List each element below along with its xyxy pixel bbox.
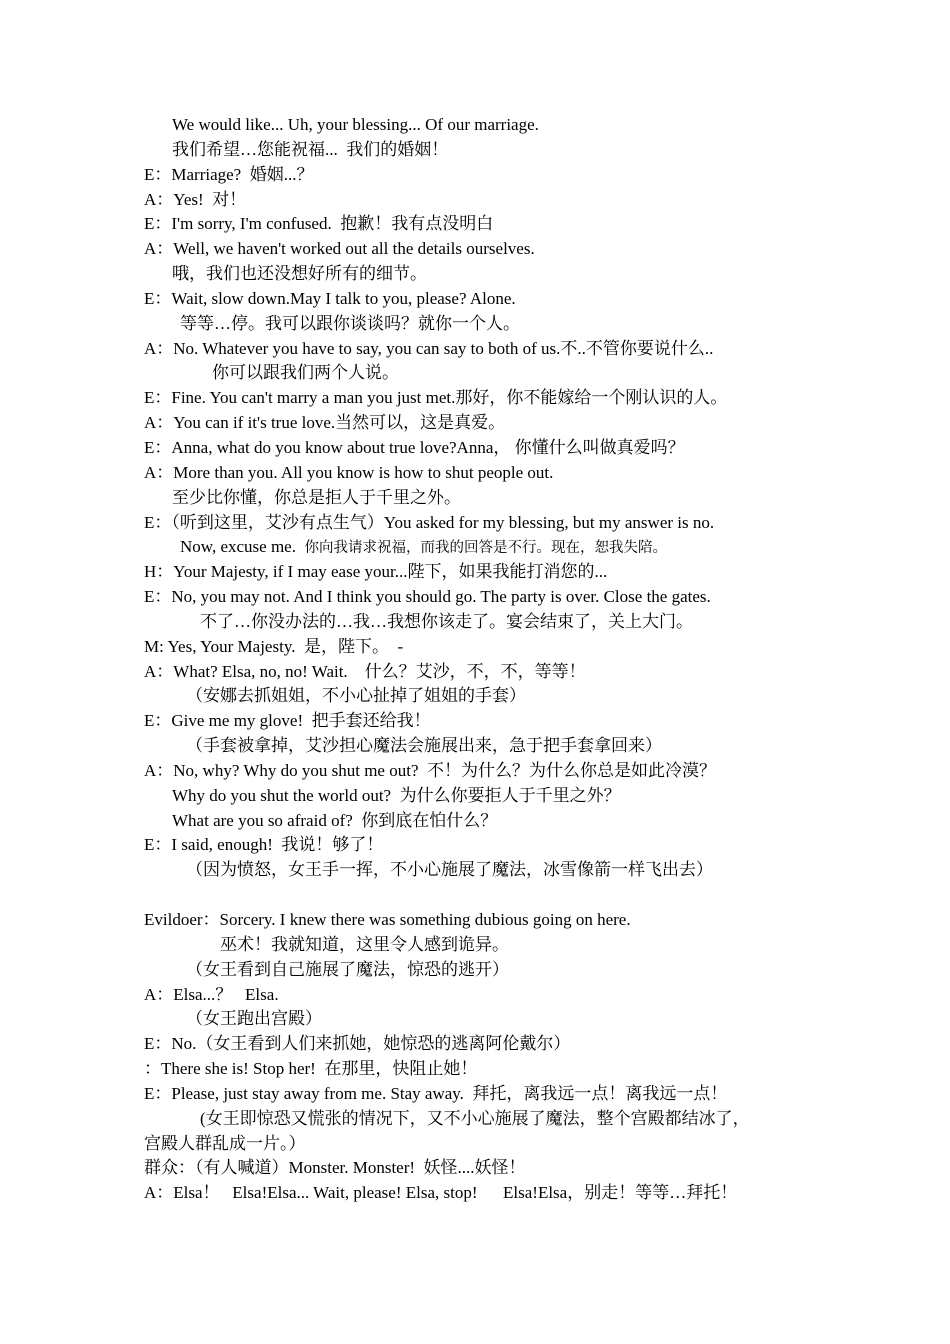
dialogue-line [0,809,950,834]
dialogue-line [0,361,950,386]
line-text: 巫术！我就知道，这里令人感到诡异。 [220,934,509,954]
line-text: A：Elsa！ Elsa!Elsa... Wait, please! Elsa, stop! Elsa!Elsa，别走！等等…拜托！ [144,1183,738,1203]
line-translation: 你向我请求祝福，而我的回答是不行。现在，恕我失陪。 [304,540,667,557]
dialogue-line [0,511,950,536]
dialogue-line [0,709,950,734]
line-text: E：Give me my glove! 把手套还给我！ [144,711,431,731]
dialogue-line [0,386,950,411]
line-text: What are you so afraid of? 你到底在怕什么？ [172,810,498,830]
line-text: A：What? Elsa, no, no! Wait. 什么？艾沙，不，不，等等！ [144,661,586,681]
line-text: A：Well, we haven't worked out all the details ourselves. [144,239,535,259]
dialogue-line [0,784,950,809]
dialogue-line [0,535,950,560]
line-text: （安娜去抓姐姐，不小心扯掉了姐姐的手套） [186,686,526,706]
line-text: 宫殿人群乱成一片。） [144,1133,306,1153]
line-text: E：Marriage? 婚姻...？ [144,164,314,184]
line-text: E：I said, enough! 我说！够了！ [144,835,384,855]
line-text: A：No, why? Why do you shut me out? 不！为什么？为什么你总是如此冷漠？ [144,760,716,780]
dialogue-line [0,933,950,958]
dialogue-line [0,759,950,784]
dialogue-line [0,262,950,287]
line-text: We would like... Uh, your blessing... Of our marriage. [172,115,539,134]
dialogue-line [0,113,950,138]
dialogue-line [0,610,950,635]
line-text: 哦，我们也还没想好所有的细节。 [172,264,427,284]
dialogue-line [0,1181,950,1206]
dialogue-line [0,660,950,685]
dialogue-line [0,958,950,983]
line-text: A：You can if it's true love.当然可以，这是真爱。 [144,413,506,433]
line-text: E：I'm sorry, I'm confused. 抱歉！我有点没明白 [144,214,494,234]
dialogue-line [0,1032,950,1057]
line-text: E：Anna, what do you know about true love?Anna， 你懂什么叫做真爱吗？ [144,437,685,457]
line-text: A：No. Whatever you have to say, you can say to both of us.不..不管你要说什么.. [144,338,714,358]
dialogue-line [0,1082,950,1107]
dialogue-line [0,212,950,237]
dialogue-line [0,585,950,610]
line-text: （因为愤怒，女王手一挥，不小心施展了魔法，冰雪像箭一样飞出去） [186,860,713,880]
line-text: 群众：（有人喊道）Monster. Monster! 妖怪....妖怪！ [144,1158,526,1178]
line-text: E：No, you may not. And I think you should go. The party is over. Close the gates. [144,587,711,607]
dialogue-line [0,1107,950,1132]
dialogue-line [0,858,950,883]
dialogue-line [0,635,950,660]
line-text: Now, excuse me. [180,537,305,557]
line-text: Why do you shut the world out? 为什么你要拒人于千里之外？ [172,785,621,805]
dialogue-line [0,983,950,1008]
dialogue-line [0,337,950,362]
dialogue-line [0,1132,950,1157]
line-text: A：More than you. All you know is how to shut people out. [144,462,554,482]
line-text: E：Please, just stay away from me. Stay away. 拜托，离我远一点！离我远一点！ [144,1083,728,1103]
dialogue-line [0,883,950,908]
dialogue-line [0,461,950,486]
line-text: E：Fine. You can't marry a man you just met.那好，你不能嫁给一个刚认识的人。 [144,388,728,408]
dialogue-line [0,734,950,759]
dialogue-line [0,1156,950,1181]
line-text: A：Yes! 对！ [144,189,247,209]
line-text: 至少比你懂，你总是拒人于千里之外。 [172,487,461,507]
line-text: A：Elsa...？ Elsa. [144,984,279,1004]
line-text: 不了…你没办法的…我…我想你该走了。宴会结束了，关上大门。 [200,611,693,631]
dialogue-line [0,1007,950,1032]
line-text: （女王跑出宫殿） [186,1009,322,1029]
dialogue-line [0,486,950,511]
dialogue-line [0,312,950,337]
line-text: E：No.（女王看到人们来抓她，她惊恐的逃离阿伦戴尔） [144,1034,571,1054]
dialogue-line [0,411,950,436]
line-text: （女王看到自己施展了魔法，惊恐的逃开） [186,959,509,979]
line-text: ：There she is! Stop her! 在那里，快阻止她！ [144,1059,478,1079]
line-text: 等等…停。我可以跟你谈谈吗？就你一个人。 [180,313,520,333]
dialogue-text [0,113,950,1206]
line-text: （手套被拿掉，艾沙担心魔法会施展出来，急于把手套拿回来） [186,736,662,756]
dialogue-line [0,237,950,262]
dialogue-line [0,188,950,213]
line-text: (女王即惊恐又慌张的情况下，又不小心施展了魔法，整个宫殿都结冰了， [200,1108,750,1128]
line-text: 我们希望…您能祝福... 我们的婚姻！ [172,139,449,159]
dialogue-line [0,436,950,461]
line-text: E：（听到这里，艾沙有点生气）You asked for my blessing, but my answer is no. [144,512,715,532]
dialogue-line [0,560,950,585]
dialogue-line [0,1057,950,1082]
dialogue-line [0,684,950,709]
dialogue-line [0,287,950,312]
dialogue-line [0,163,950,188]
line-text: H：Your Majesty, if I may ease your...陛下，如果我能打消您的... [144,562,608,582]
line-text: 你可以跟我们两个人说。 [212,363,399,383]
line-text: E：Wait, slow down.May I talk to you, please? Alone. [144,288,516,308]
dialogue-line [0,908,950,933]
dialogue-line [0,833,950,858]
line-text: Evildoer：Sorcery. I knew there was something dubious going on here. [144,910,631,929]
dialogue-line [0,138,950,163]
line-text: M: Yes, Your Majesty. 是，陛下。 - [144,636,404,656]
